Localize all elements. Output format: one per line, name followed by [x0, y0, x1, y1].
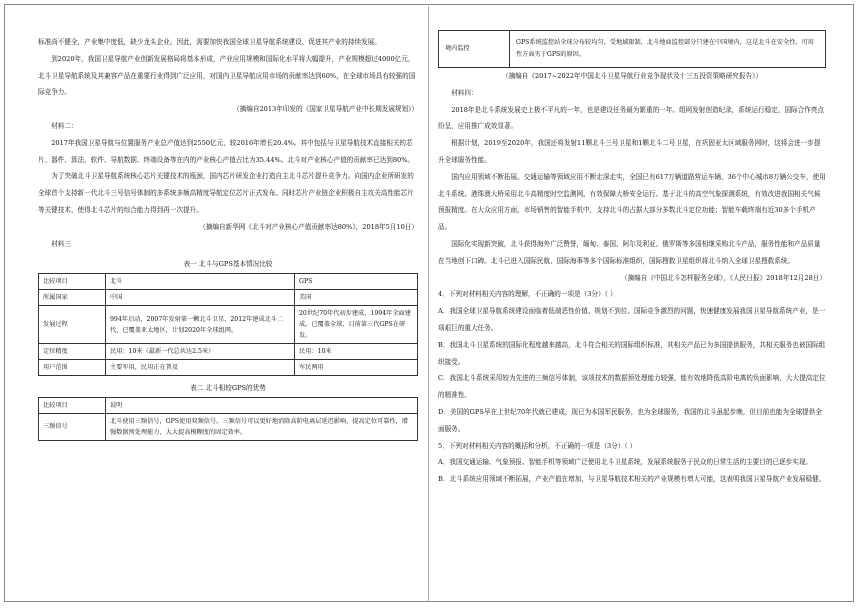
table-row	[39, 306, 418, 344]
table-cell: 所属国家	[39, 290, 106, 306]
question-4-option-a: A．我国全球卫星导航系统建设面临着低端恶性价值、规划不到位、国际竞争激烈的问题，快速健康发展我国卫星导航系统产业，是一项艰巨的重大任务。	[438, 307, 826, 332]
table-cell: 20世纪70年代初步建成，1994年全面建成。已覆盖全球，目前第三代GPS在研发。	[295, 306, 418, 344]
heading-material-3: 材料三	[51, 239, 71, 248]
heading-material-4: 材料四：	[451, 88, 478, 97]
table-cell: 994年启动，2007年发射第一颗北斗卫星，2012年建成北斗二代，已覆盖亚太地区，计划2020年全球组网。	[106, 306, 295, 344]
table-cell: 定位精度	[39, 344, 106, 360]
table-row	[39, 397, 418, 413]
table-cell: 主要军用，民用正在普及	[106, 360, 295, 376]
table-cell: 北斗	[106, 274, 295, 290]
comparison-table-1	[38, 273, 418, 376]
question-5-option-b: B．北斗系统应用领域不断拓展，产业产值在增加，与卫星导航技术相关的产业规模有增大可能，这表明我国卫星导航产业发展稳健。	[438, 475, 826, 484]
question-4-option-b: B．我国北斗卫星系统的国际化程度越来越高，北斗符合相关的国际组织标准，其相关产品已为多国提供服务，共相关服务也被国际组织接受。	[438, 340, 826, 366]
table-row	[39, 274, 418, 290]
table-cell: 用户范围	[39, 360, 106, 376]
table-row	[39, 290, 418, 306]
question-4-option-c: C．我国北斗系统采用较为先进的三频信号体制，该项技术的数据预处理能力较强，能有效地降低高阶电离的负面影响，大大提高定位的精准性。	[438, 374, 826, 400]
table2-title: 表二 北斗相较GPS的优势	[190, 384, 266, 393]
paragraph-intro: 标准尚不健全，产业集中度低，缺少龙头企业。因此，需要加快我国全球卫星导航系统建设，促进其产业的持续发展。	[38, 38, 381, 46]
heading-material-2: 材料二：	[51, 121, 78, 130]
paragraph-chip: 为了突破北斗卫星导航系统核心芯片关键技术的瓶颈，国内芯片研发企业打造自主北斗芯片提升竞争力。向国内企业所研发的全球首个支持新一代北斗三号信号体制的多系统多频高精度导航定位芯片正式发布。同时芯片产业链企业积极自主攻关高性能芯片等关键技术，使得北斗芯片的综合能力得到再一次提升。	[38, 172, 414, 214]
paragraph-2017-output: 2017年我国卫星导航与位置服务产业总产值达到2550亿元，较2016年增长20.4%。其中包括与卫星导航技术直接相关的芯片、器件、算法、软件、导航数据、终端设备等在内的产业核心产值占比为35.44%。北斗对产业核心产值的贡献率已达到80%。	[38, 138, 415, 164]
citation-3: （摘编自《2017~2022年中国北斗卫星导航行业竞争现状及十三五投资策略研究报告》）	[502, 72, 762, 80]
table-cell: 说明	[106, 397, 418, 413]
paragraph-2018: 2018年是北斗系统发展史上极不平凡的一年，也是建设任务最为繁重的一年。组网发射创造纪录，系统运行稳定，国际合作亮点纷呈，应用推广成效显著。	[438, 105, 825, 131]
table-cell: 比较项目	[39, 397, 106, 413]
table-row	[39, 413, 418, 440]
table-cell: 境内监控	[439, 31, 510, 68]
table-cell: 比较项目	[39, 274, 106, 290]
citation-2: （摘编自新华网《北斗对产业核心产值贡献率达80%》，2018年5月10日）	[199, 222, 418, 231]
table-cell: 民用：10米（最新一代总共达2.5米）	[106, 344, 295, 360]
table-cell: 北斗使用三频信号，GPS使用双频信号。三频信号可以更好地消除高阶电离层延迟影响，提高定位可靠性，增强数据预处理能力，大大提高模糊度的固定效率。	[106, 413, 418, 440]
table-row	[439, 31, 826, 68]
question-5-option-a: A．我国交通运输、气象预报、智能手机等领域广泛使用北斗卫星系统，发展系统服务于民众的日常生活的主要目的已逐步实现。	[438, 458, 813, 467]
paragraph-2020-goal: 到2020年，我国卫星导航产业创新发展格局将基本形成，产业应用规模和国际化水平将大幅提升，产业规模超过4000亿元，北斗卫星导航系统及其兼容产品在重要行业得到广泛应用，对国内卫星导航应用市场的贡献率达到60%，在全球市场具有较强的国际竞争力。	[38, 54, 416, 97]
question-5: 5．下列对材料相关内容的概括和分析，不正确的一项是（3分）（ ）	[438, 441, 637, 450]
citation-1: （摘编自2013年印发的《国家卫星导航产业中长期发展规划》）	[233, 105, 418, 114]
question-4: 4．下列对材料相关内容的理解，不正确的一项是（3分）（ ）	[438, 290, 617, 299]
table-row	[39, 360, 418, 376]
question-4-option-d: D．美国的GPS早在上世纪70年代就已建成，现已为本国军民服务，也为全球服务，我国的北斗虽起步晚，但目前也能为全球提供全面服务。	[438, 407, 822, 433]
right-column	[438, 30, 826, 488]
table-cell: 中国	[106, 290, 295, 306]
table-cell: 发展过程	[39, 306, 106, 344]
paragraph-domestic-apps: 国内应用领域不断拓展。交通运输等领域应用不断走深走实，全国已有617万辆道路营运车辆、36个中心城市8万辆公交车，使用北斗系统。港珠澳大桥采用北斗高精度时空监测网，有效保障大桥安全运行。基于北斗的高空气象探测系统，有效改进我国相关气候预报精度。在大众应用方面，市场销售的智能手机中，支持北斗的占据大部分多数北斗定位功能；智能车载终端有近30多个手机产品。	[438, 172, 826, 232]
table-cell: 军民两用	[295, 360, 418, 376]
left-column	[38, 34, 418, 441]
column-divider	[428, 6, 429, 602]
table-cell: GPS系统监控站全球分布较均匀，受地域限制，北斗地面监控部分只建在中国境内，这是北斗在安全性、可用性方面劣于GPS的原因。	[510, 31, 826, 68]
table-cell: 三频信号	[39, 413, 106, 440]
table-cell: 美国	[295, 290, 418, 306]
table-row	[39, 344, 418, 360]
citation-4: （摘编自《中国北斗怎样服务全球》，《人民日报》2018年12月28日）	[621, 273, 826, 282]
table-cell: GPS	[295, 274, 418, 290]
paragraph-international: 国际化实现新突破，北斗获得海外广泛赞誉，缅甸、泰国、阿尔及利亚、俄罗斯等多国相继采购北斗产品，服务性能和产品质量在当地创下口碑。北斗已进入国际民航、国际海事等多个国际标准组织，国际搜救卫星组织将北斗纳入全球卫星搜救系统。	[438, 239, 821, 265]
comparison-table-2	[38, 397, 418, 441]
table-cell: 民用：10米	[295, 344, 418, 360]
comparison-table-2-continued	[438, 30, 826, 68]
paragraph-plan: 根据计划，2019至2020年，我国还将发射11颗北斗三号卫星和1颗北斗二号卫星，在巩固亚太区域服务网时，这将会进一步提升全球服务性能。	[438, 139, 821, 164]
table1-title: 表一 北斗与GPS基本情况比较	[183, 260, 273, 269]
